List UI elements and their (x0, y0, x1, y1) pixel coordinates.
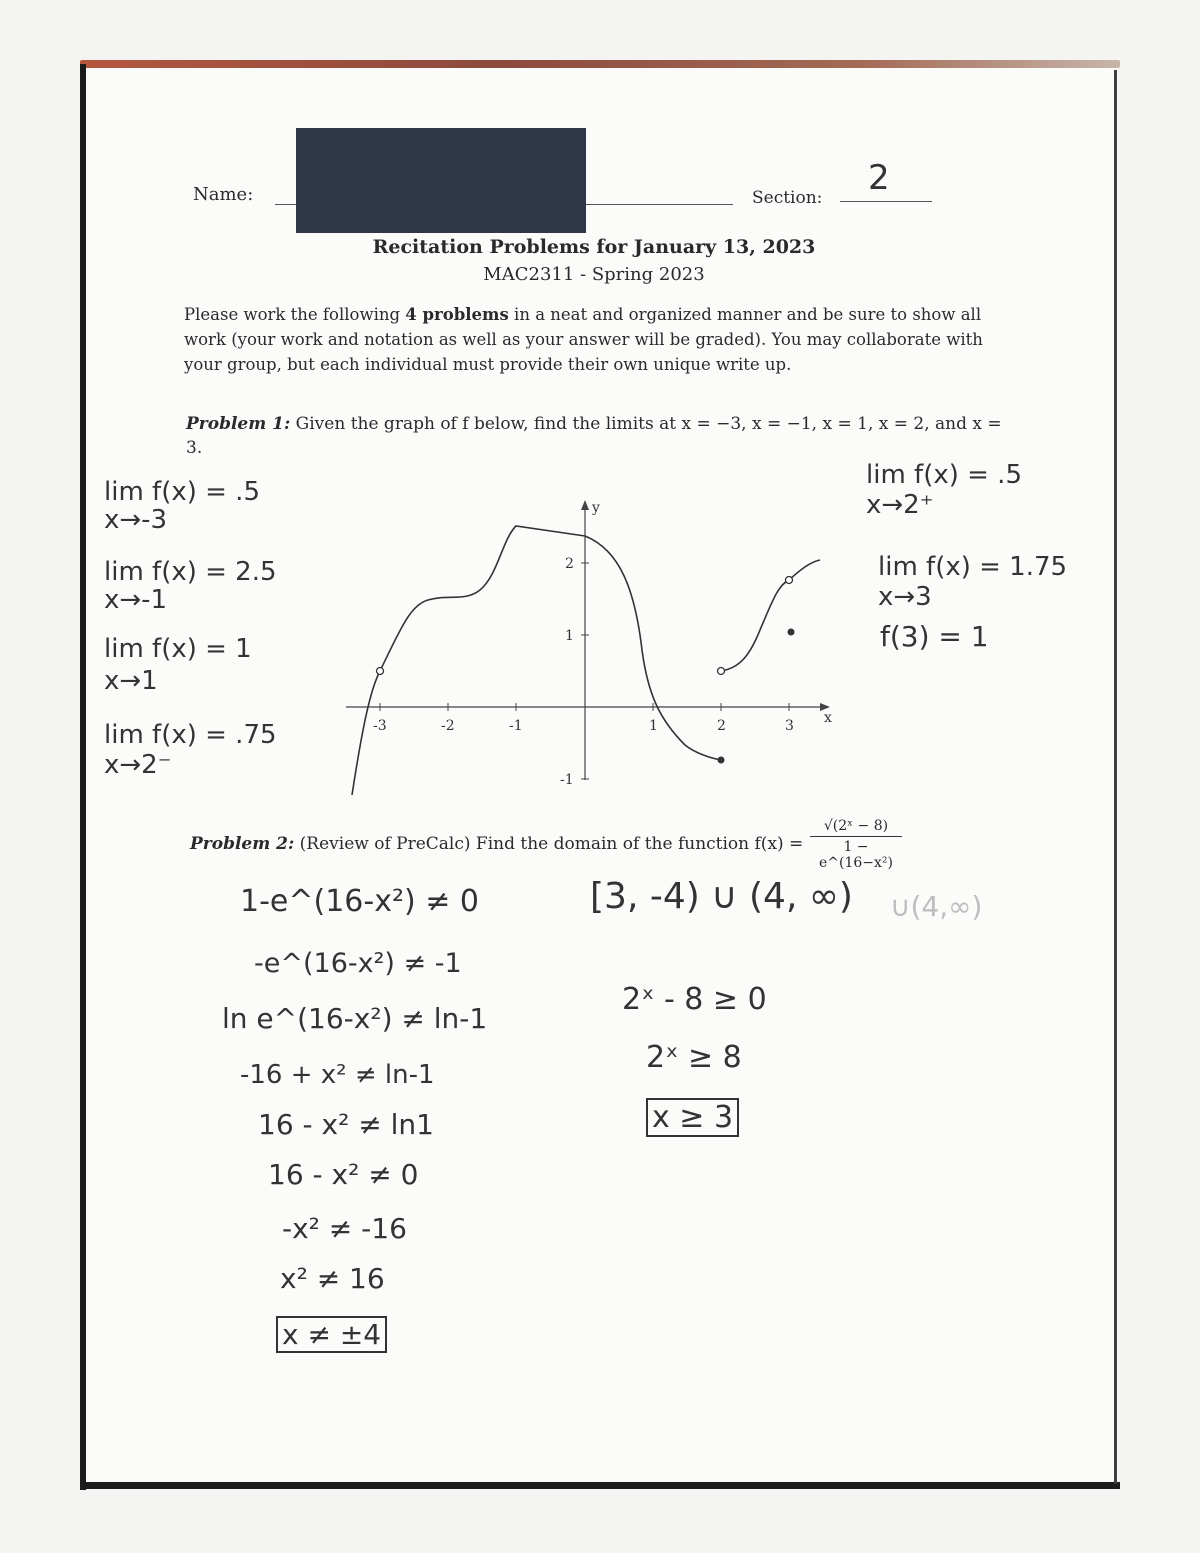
page-top-edge (80, 60, 1120, 68)
answer-approach-text: x→3 (878, 582, 932, 612)
x-tick-label: 1 (649, 718, 658, 734)
curve-right-piece (721, 560, 820, 671)
fraction-bar (810, 836, 902, 837)
problem-2-text: (Review of PreCalc) Find the domain of the function f(x) = (299, 834, 804, 854)
function-graph (340, 490, 840, 810)
y-tick-label: 2 (565, 556, 574, 572)
answer-limit-text: lim f(x) = 1.75 (878, 552, 1068, 582)
answer-limit-text: lim f(x) = 1 (104, 634, 252, 664)
x-tick-label: -1 (509, 718, 523, 734)
answer-approach-text: x→2⁺ (866, 490, 934, 520)
answer-lim-2-minus (104, 720, 277, 780)
fraction-numerator: √(2ˣ − 8) (823, 818, 889, 834)
answer-approach-text: x→1 (104, 666, 158, 696)
answer-approach-text: x→2⁻ (104, 750, 172, 780)
domain-answer: [3, -4) ∪ (4, ∞) (590, 876, 853, 917)
work-step-4: -16 + x² ≠ ln-1 (240, 1060, 435, 1090)
instructions-text-2: in a neat and organized manner and be sure to show all work (your work and notation as well as your answer will be graded). You may collaborate with your group, but each individual must provide their own unique write up. (184, 305, 983, 374)
boxed-result-left: x ≠ ±4 (276, 1316, 387, 1353)
instructions (184, 302, 1014, 377)
page-title: Recitation Problems for January 13, 2023 (372, 236, 816, 258)
answer-approach-text: x→-3 (104, 505, 168, 535)
section-value: 2 (868, 158, 890, 198)
work-step-3: ln e^(16-x²) ≠ ln-1 (222, 1002, 488, 1035)
work-step-5: 16 - x² ≠ ln1 (258, 1108, 434, 1141)
problem-1-text: Given the graph of f below, find the limits at x = −3, x = −1, x = 1, x = 2, and x = 3. (186, 414, 1002, 458)
redacted-name (296, 128, 586, 233)
x-axis-label: x (824, 710, 832, 726)
answer-lim-neg1 (104, 558, 277, 614)
y-axis-label: y (592, 500, 600, 516)
problem-2-label: Problem 2: (190, 834, 295, 854)
x-tick-label: -3 (373, 718, 387, 734)
closed-point-x2 (718, 757, 725, 764)
work-step-1: 1-e^(16-x²) ≠ 0 (240, 884, 479, 919)
answer-approach-text: x→-1 (104, 585, 168, 615)
answer-limit-text: lim f(x) = .75 (104, 720, 277, 750)
open-point-x3 (786, 577, 793, 584)
problem-1-statement (186, 412, 1016, 460)
x-tick-label: -2 (441, 718, 455, 734)
function-fraction (810, 818, 902, 871)
work-step-8: x² ≠ 16 (280, 1262, 385, 1295)
y-tick-label: 1 (565, 628, 574, 644)
y-tick-label: -1 (560, 772, 574, 788)
closed-point-f3 (788, 629, 795, 636)
answer-f-of-3: f(3) = 1 (880, 620, 989, 653)
instructions-text-1: Please work the following (184, 305, 406, 324)
open-point-x2-right (718, 668, 725, 675)
answer-lim-neg3 (104, 478, 260, 534)
y-axis-arrow (581, 500, 589, 510)
open-point-x-neg3 (377, 668, 384, 675)
work-right-step-1: 2ˣ - 8 ≥ 0 (622, 982, 767, 1017)
work-step-2: -e^(16-x²) ≠ -1 (254, 948, 462, 979)
x-tick-label: 3 (785, 718, 794, 734)
work-step-6: 16 - x² ≠ 0 (268, 1158, 419, 1191)
answer-lim-2-plus (866, 460, 1022, 520)
work-step-7: -x² ≠ -16 (282, 1212, 407, 1245)
answer-limit-text: lim f(x) = .5 (104, 477, 260, 507)
answer-lim-3 (878, 552, 1067, 612)
answer-lim-1 (104, 633, 252, 697)
domain-answer-faint: ∪(4,∞) (890, 890, 983, 923)
page-bottom-edge (80, 1482, 1120, 1489)
page-subtitle: MAC2311 - Spring 2023 (483, 264, 705, 285)
x-tick-label: 2 (717, 718, 726, 734)
boxed-result-right: x ≥ 3 (646, 1098, 739, 1137)
page-right-edge (1114, 70, 1117, 1484)
page-left-edge (80, 64, 86, 1490)
fraction-denominator: 1 − e^(16−x²) (819, 839, 893, 871)
answer-limit-text: lim f(x) = .5 (866, 460, 1022, 490)
problem-1-label: Problem 1: (186, 414, 291, 434)
section-label: Section: (752, 188, 823, 208)
name-label: Name: (193, 184, 254, 205)
section-line (840, 201, 932, 202)
instructions-bold: 4 problems (405, 305, 509, 324)
work-right-step-2: 2ˣ ≥ 8 (646, 1040, 742, 1075)
answer-limit-text: lim f(x) = 2.5 (104, 557, 277, 587)
curve-left-piece (352, 526, 721, 795)
